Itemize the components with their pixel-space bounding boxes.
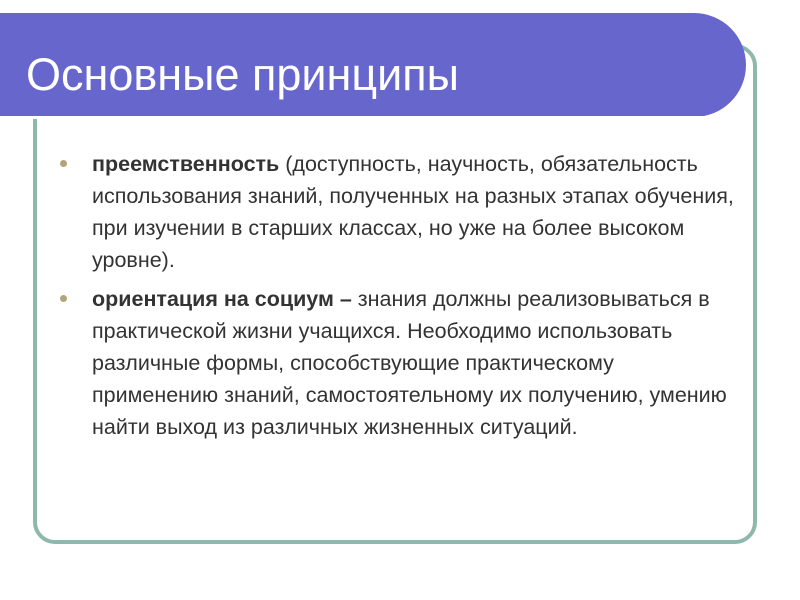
title-bar bbox=[0, 13, 746, 117]
title-underline bbox=[0, 116, 704, 119]
bullet-dot-icon bbox=[60, 295, 67, 302]
bullet-list bbox=[60, 148, 740, 450]
bullet-text: (доступность, научность, обязательность использования знаний, полученных на разных этапах обучения, при изучении в старших классах, но уже на более высоком уровне). bbox=[92, 152, 734, 272]
bullet-dot-icon bbox=[60, 160, 67, 167]
bullet-term: преемственность bbox=[92, 152, 280, 176]
bullet-text: знания должны реализовываться в практической жизни учащихся. Необходимо использовать различные формы, способствующие практическому применению знаний, самостоятельному их получению, умению найти выход из различных жизненных ситуаций. bbox=[92, 287, 727, 439]
slide-title: Основные принципы bbox=[26, 49, 460, 100]
bullet-term: ориентация на социум – bbox=[92, 287, 352, 311]
bullet-item bbox=[60, 283, 740, 443]
bullet-item bbox=[60, 148, 740, 276]
